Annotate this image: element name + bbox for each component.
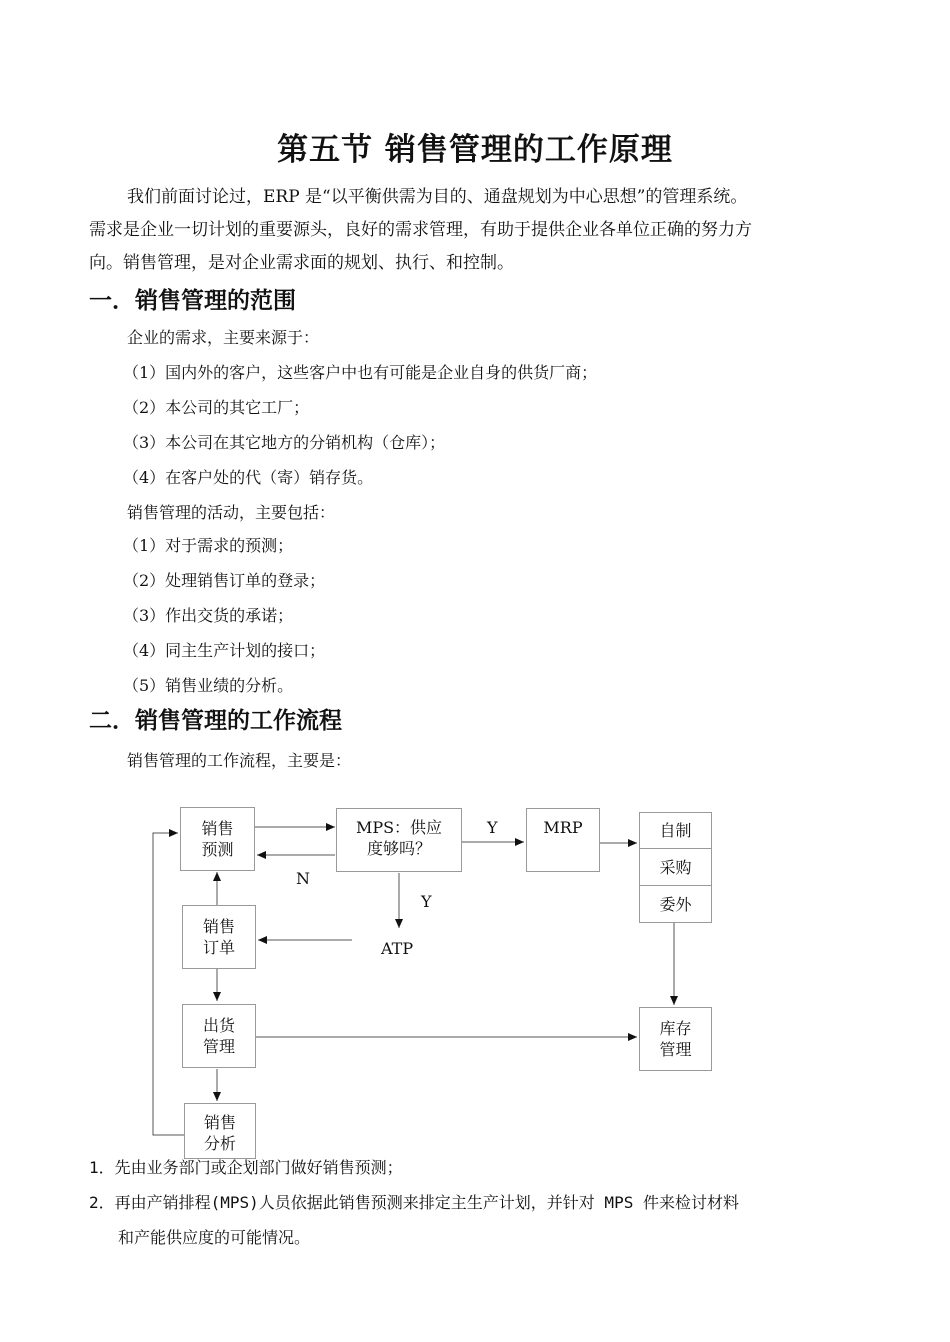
mps-label-line1: MPS：供应 [355,818,443,837]
shipping-label-line2: 管理 [202,1037,235,1056]
forecast-box [180,807,255,871]
mps-label-line2: 度够吗？ [366,839,431,858]
outsource-box [639,885,712,923]
yes-label-mrp: Y [487,818,498,837]
shipping-label-line1: 出货 [202,1016,235,1035]
sales-order-box [182,905,256,969]
make-label: 自制 [659,821,692,840]
make-box [639,812,712,849]
mps-decision-box [336,808,462,872]
page-title: 第五节 销售管理的工作原理 [277,132,673,168]
section-2-heading: 二．销售管理的工作流程 [89,708,342,734]
mrp-label: MRP [543,818,583,837]
section-1-heading: 一．销售管理的范围 [89,288,296,314]
shipping-box [182,1004,256,1068]
mrp-box [526,808,600,872]
intro-line-1: 我们前面讨论过，ERP 是“以平衡供需为目的、通盘规划为中心思想”的管理系统。 [127,187,748,207]
sales-analysis-box [184,1103,256,1159]
purchase-box [639,848,712,886]
step-1: 1．先由业务部门或企划部门做好销售预测； [89,1158,403,1177]
activity-item: （3）作出交货的承诺； [123,606,294,625]
inventory-label-line2: 管理 [659,1040,692,1059]
order-label-line1: 销售 [202,917,235,936]
step-2: 2．再由产销排程(MPS)人员依据此销售预测来排定主生产计划，并针对 MPS 件来检讨材料 [89,1193,739,1212]
yes-label-atp: Y [421,892,432,911]
analysis-label-line1: 销售 [203,1113,236,1132]
inventory-box [639,1007,712,1071]
purchase-label: 采购 [659,857,692,877]
demand-item: （1）国内外的客户，这些客户中也有可能是企业自身的供货厂商； [123,363,598,382]
demand-intro: 企业的需求，主要来源于： [127,328,320,347]
activity-item: （4）同主生产计划的接口； [123,641,326,660]
demand-item: （2）本公司的其它工厂； [123,398,310,417]
activity-intro: 销售管理的活动，主要包括： [127,503,336,522]
no-label: N [296,869,310,888]
arrow-analysis-to-forecast [153,833,184,1135]
inventory-label-line1: 库存 [659,1019,692,1038]
forecast-label-line1: 销售 [201,819,234,838]
intro-line-3: 向。销售管理，是对企业需求面的规划、执行、和控制。 [89,253,514,273]
atp-label: ATP [381,939,414,958]
activity-item: （2）处理销售订单的登录； [123,571,326,590]
demand-item: （3）本公司在其它地方的分销机构（仓库）； [123,433,446,452]
section-2-intro: 销售管理的工作流程，主要是： [127,751,352,770]
forecast-label-line2: 预测 [201,840,234,859]
step-2-continued: 和产能供应度的可能情况。 [118,1228,311,1247]
analysis-label-line2: 分析 [203,1134,236,1153]
order-label-line2: 订单 [202,938,235,957]
intro-line-2: 需求是企业一切计划的重要源头，良好的需求管理，有助于提供企业各单位正确的努力方 [89,220,752,240]
outsource-label: 委外 [659,894,692,914]
activity-item: （5）销售业绩的分析。 [123,676,294,695]
activity-item: （1）对于需求的预测； [123,536,294,555]
demand-item: （4）在客户处的代（寄）销存货。 [123,468,374,487]
